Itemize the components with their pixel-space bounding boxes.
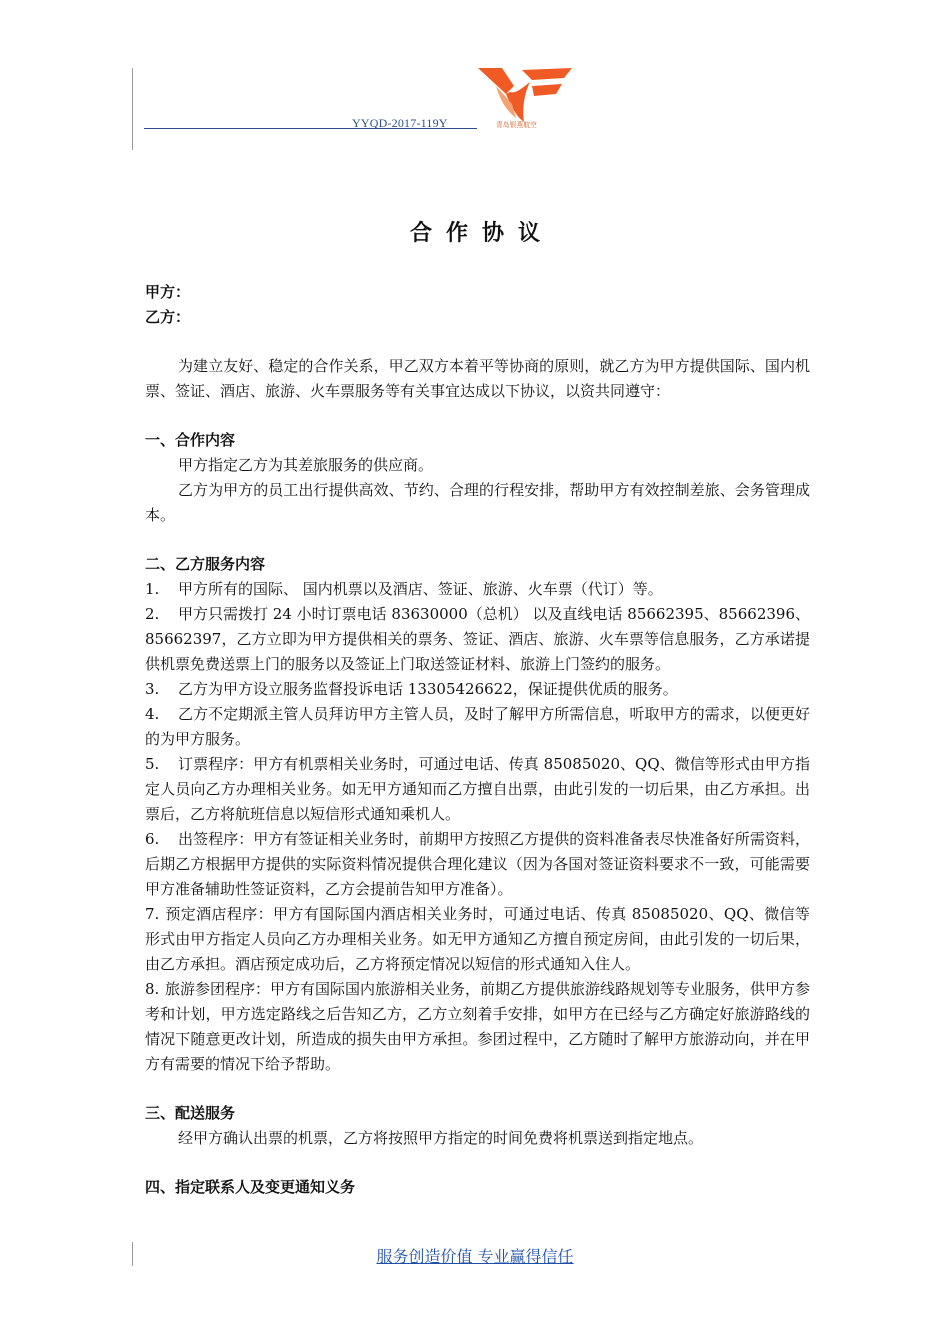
footer-slogan: 服务创造价值 专业赢得信任 bbox=[376, 1247, 574, 1266]
party-b-label: 乙方： bbox=[145, 308, 191, 326]
list-item: 4. 乙方不定期派主管人员拜访甲方主管人员，及时了解甲方所需信息，听取甲方的需求，以便更好的为甲方服务。 bbox=[145, 705, 810, 748]
list-item: 3. 乙方为甲方设立服务监督投诉电话 13305426622，保证提供优质的服务。 bbox=[145, 680, 678, 698]
list-item: 6. 出签程序：甲方有签证相关业务时，前期甲方按照乙方提供的资料准备表尽快准备好所需资料，后期乙方根据甲方提供的实际资料情况提供合理化建议（因为各国对签证资料要求不一致，可能需要甲方准备辅助性签证资料，乙方会提前告知甲方准备）。 bbox=[145, 830, 810, 898]
section-3-heading: 三、配送服务 bbox=[145, 1104, 236, 1122]
list-item: 1. 甲方所有的国际、 国内机票以及酒店、签证、旅游、火车票（代订）等。 bbox=[145, 580, 663, 598]
party-a-label: 甲方： bbox=[145, 283, 191, 301]
list-item: 7. 预定酒店程序：甲方有国际国内酒店相关业务时，可通过电话、传真 85085020、QQ、微信等形式由甲方指定人员向乙方办理相关业务。如无甲方通知乙方擅自预定房间，由此引发的一切后果，由乙方承担。酒店预定成功后，乙方将预定情况以短信的形式通知入住人。 bbox=[145, 905, 810, 973]
crop-mark-top bbox=[132, 68, 133, 150]
section-2-heading: 二、乙方服务内容 bbox=[145, 555, 266, 573]
section-1-paragraph: 乙方为甲方的员工出行提供高效、节约、合理的行程安排，帮助甲方有效控制差旅、会务管理成本。 bbox=[145, 481, 810, 524]
logo-text: 青岛银燕航空 bbox=[496, 120, 537, 129]
section-1-heading: 一、合作内容 bbox=[145, 431, 236, 449]
section-4-heading: 四、指定联系人及变更通知义务 bbox=[145, 1178, 356, 1196]
page-title: 合作协议 bbox=[409, 221, 554, 246]
list-item: 5. 订票程序：甲方有机票相关业务时，可通过电话、传真 85085020、QQ、微信等形式由甲方指定人员向乙方办理相关业务。如无甲方通知而乙方擅自出票，由此引发的一切后果，由乙方承担。出票后，乙方将航班信息以短信形式通知乘机人。 bbox=[145, 755, 810, 823]
document-code: YYQD-2017-119Y bbox=[352, 116, 448, 130]
list-item: 8. 旅游参团程序：甲方有国际国内旅游相关业务，前期乙方提供旅游线路规划等专业服务，供甲方参考和计划，甲方选定路线之后告知乙方，乙方立刻着手安排，如甲方在已经与乙方确定好旅游路线的情况下随意更改计划，所造成的损失由甲方承担。参团过程中，乙方随时了解甲方旅游动向，并在甲方有需要的情况下给予帮助。 bbox=[145, 980, 811, 1073]
intro-paragraph: 为建立友好、稳定的合作关系，甲乙双方本着平等协商的原则，就乙方为甲方提供国际、国内机票、签证、酒店、旅游、火车票服务等有关事宜达成以下协议，以资共同遵守： bbox=[145, 357, 810, 400]
section-3-paragraph: 经甲方确认出票的机票，乙方将按照甲方指定的时间免费将机票送到指定地点。 bbox=[178, 1129, 704, 1147]
agreement-body bbox=[145, 280, 810, 1200]
list-item: 2. 甲方只需拨打 24 小时订票电话 83630000（总机） 以及直线电话 85662395、85662396、85662397，乙方立即为甲方提供相关的票务、签证、酒店、旅游、火车票等信息服务，乙方承诺提供机票免费送票上门的服务以及签证上门取送签证材料、旅游上门签约的服务。 bbox=[145, 605, 810, 673]
section-1-paragraph: 甲方指定乙方为其差旅服务的供应商。 bbox=[178, 456, 434, 474]
